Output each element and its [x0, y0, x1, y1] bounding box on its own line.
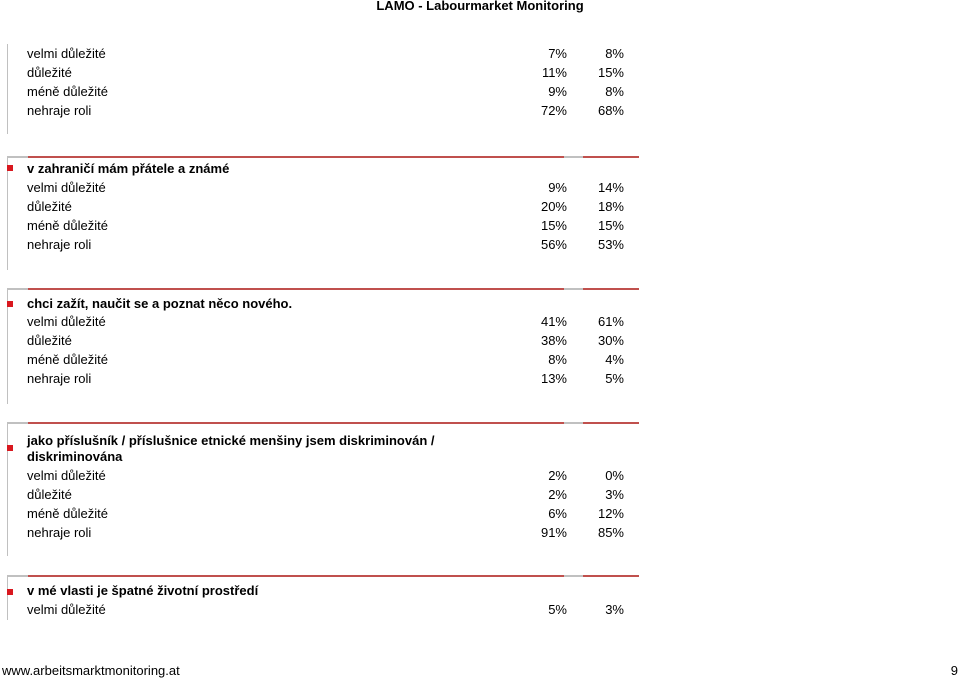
value-col-1: 15% — [540, 218, 567, 233]
value-col-2: 5% — [605, 371, 624, 386]
row-label: nehraje roli — [27, 371, 92, 386]
table-row — [27, 216, 635, 235]
value-col-1: 6% — [548, 506, 567, 521]
value-col-2: 4% — [605, 352, 624, 367]
row-label: důležité — [27, 487, 72, 502]
rule-accent — [28, 575, 564, 577]
question-title: chci zažít, naučit se a poznat něco nového. — [27, 296, 293, 311]
value-col-1: 2% — [548, 487, 567, 502]
value-col-2: 85% — [597, 525, 624, 540]
value-col-1: 56% — [540, 237, 567, 252]
bullet-icon — [7, 301, 13, 307]
block-top-rule — [7, 575, 639, 577]
table-row — [27, 63, 635, 82]
question-block-4 — [7, 575, 639, 620]
block-left-border — [7, 156, 8, 270]
value-col-2: 68% — [597, 103, 624, 118]
table-row — [27, 504, 635, 523]
rule-accent — [28, 422, 564, 424]
question-block-1 — [7, 156, 639, 270]
question-title: v mé vlasti je špatné životní prostředí — [27, 583, 259, 598]
row-label: méně důležité — [27, 506, 108, 521]
row-label: velmi důležité — [27, 46, 106, 61]
value-col-2: 15% — [597, 218, 624, 233]
table-row — [27, 350, 635, 369]
row-label: velmi důležité — [27, 602, 106, 617]
value-col-2: 8% — [605, 84, 624, 99]
rule-accent — [583, 156, 639, 158]
value-col-2: 3% — [605, 487, 624, 502]
row-label: velmi důležité — [27, 468, 106, 483]
block-left-border — [7, 44, 8, 134]
table-row — [27, 178, 635, 197]
block-left-border — [7, 575, 8, 620]
value-col-1: 2% — [548, 468, 567, 483]
value-col-2: 61% — [597, 314, 624, 329]
value-col-1: 11% — [541, 65, 567, 80]
rule-accent — [28, 288, 564, 290]
table-row — [27, 312, 635, 331]
rule-accent — [28, 156, 564, 158]
row-label: méně důležité — [27, 218, 108, 233]
value-col-1: 20% — [540, 199, 567, 214]
block-top-rule — [7, 288, 639, 290]
question-title: v zahraničí mám přátele a známé — [27, 161, 230, 176]
block-top-rule — [7, 156, 639, 158]
question-title-line-2: diskriminována — [27, 449, 123, 464]
row-label: důležité — [27, 333, 72, 348]
table-row — [27, 235, 635, 254]
table-row — [27, 101, 635, 120]
table-row — [27, 523, 635, 542]
row-label: méně důležité — [27, 352, 108, 367]
value-col-1: 9% — [548, 84, 567, 99]
value-col-2: 30% — [597, 333, 624, 348]
value-col-2: 0% — [605, 468, 624, 483]
value-col-1: 5% — [548, 602, 567, 617]
rule-accent — [583, 422, 639, 424]
bullet-icon — [7, 445, 13, 451]
value-col-1: 91% — [540, 525, 567, 540]
question-block-0 — [7, 44, 639, 134]
question-title-line-1: jako příslušník / příslušnice etnické menšiny jsem diskriminován / — [27, 433, 435, 448]
bullet-icon — [7, 165, 13, 171]
block-top-rule — [7, 422, 639, 424]
table-row — [27, 197, 635, 216]
table-row — [27, 44, 635, 63]
table-row — [27, 82, 635, 101]
row-label: velmi důležité — [27, 180, 106, 195]
value-col-1: 9% — [548, 180, 567, 195]
row-label: velmi důležité — [27, 314, 106, 329]
value-col-2: 18% — [597, 199, 624, 214]
row-label: méně důležité — [27, 84, 108, 99]
footer-url: www.arbeitsmarktmonitoring.at — [2, 663, 180, 678]
table-row — [27, 331, 635, 350]
question-block-3 — [7, 422, 639, 556]
value-col-2: 12% — [597, 506, 624, 521]
page-number: 9 — [950, 663, 958, 678]
value-col-2: 15% — [597, 65, 624, 80]
value-col-2: 3% — [605, 602, 624, 617]
row-label: důležité — [27, 199, 72, 214]
value-col-1: 13% — [540, 371, 567, 386]
row-label: nehraje roli — [27, 103, 92, 118]
bullet-icon — [7, 589, 13, 595]
table-row — [27, 369, 635, 388]
question-block-2 — [7, 288, 639, 404]
value-col-1: 38% — [540, 333, 567, 348]
value-col-2: 14% — [597, 180, 624, 195]
rule-accent — [583, 575, 639, 577]
page-header: LAMO - Labourmarket Monitoring — [376, 0, 584, 13]
row-label: nehraje roli — [27, 525, 92, 540]
row-label: důležité — [27, 65, 72, 80]
table-row — [27, 466, 635, 485]
table-row — [27, 485, 635, 504]
rule-accent — [583, 288, 639, 290]
value-col-2: 8% — [605, 46, 624, 61]
value-col-1: 8% — [548, 352, 567, 367]
question-title — [27, 433, 435, 465]
block-left-border — [7, 422, 8, 556]
table-row — [27, 600, 635, 619]
value-col-1: 72% — [540, 103, 567, 118]
value-col-1: 7% — [548, 46, 567, 61]
row-label: nehraje roli — [27, 237, 92, 252]
value-col-1: 41% — [540, 314, 567, 329]
value-col-2: 53% — [597, 237, 624, 252]
